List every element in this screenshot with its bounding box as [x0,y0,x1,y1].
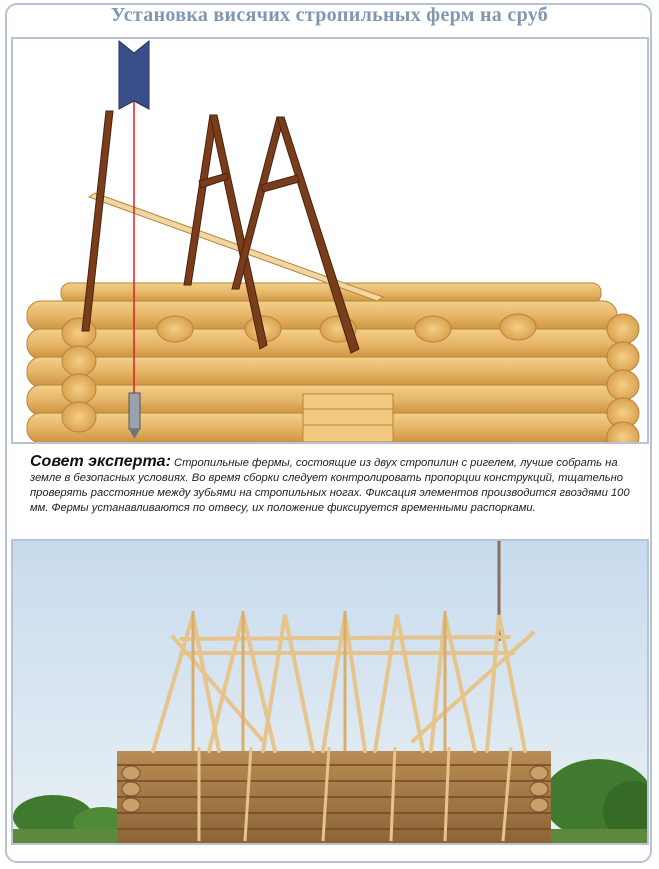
construction-photo [11,539,649,845]
tip-text: Стропильные фермы, состоящие из двух стропилин с ригелем, лучше собрать на земле в безопасных условиях. Во время сборки следует контролировать пропорции конструкций, тщательно проверять расстояние между зубьями на стропильных ногах. Фиксация элементов производится гвоздями 100 мм. Фермы устанавливаются по отвесу, их положение фиксируется временными распорками. [30,457,630,514]
expert-tip [30,454,636,516]
illustration-svg [13,39,647,442]
tip-lead: Совет эксперта: [30,453,171,470]
page-title: Установка висячих стропильных ферм на сруб [110,4,549,26]
truss-illustration [11,37,649,444]
log-ends-right [607,314,639,442]
log-wall-photo [117,751,551,843]
plumb-bob-holder-icon [119,41,149,109]
photo-svg [13,541,647,843]
